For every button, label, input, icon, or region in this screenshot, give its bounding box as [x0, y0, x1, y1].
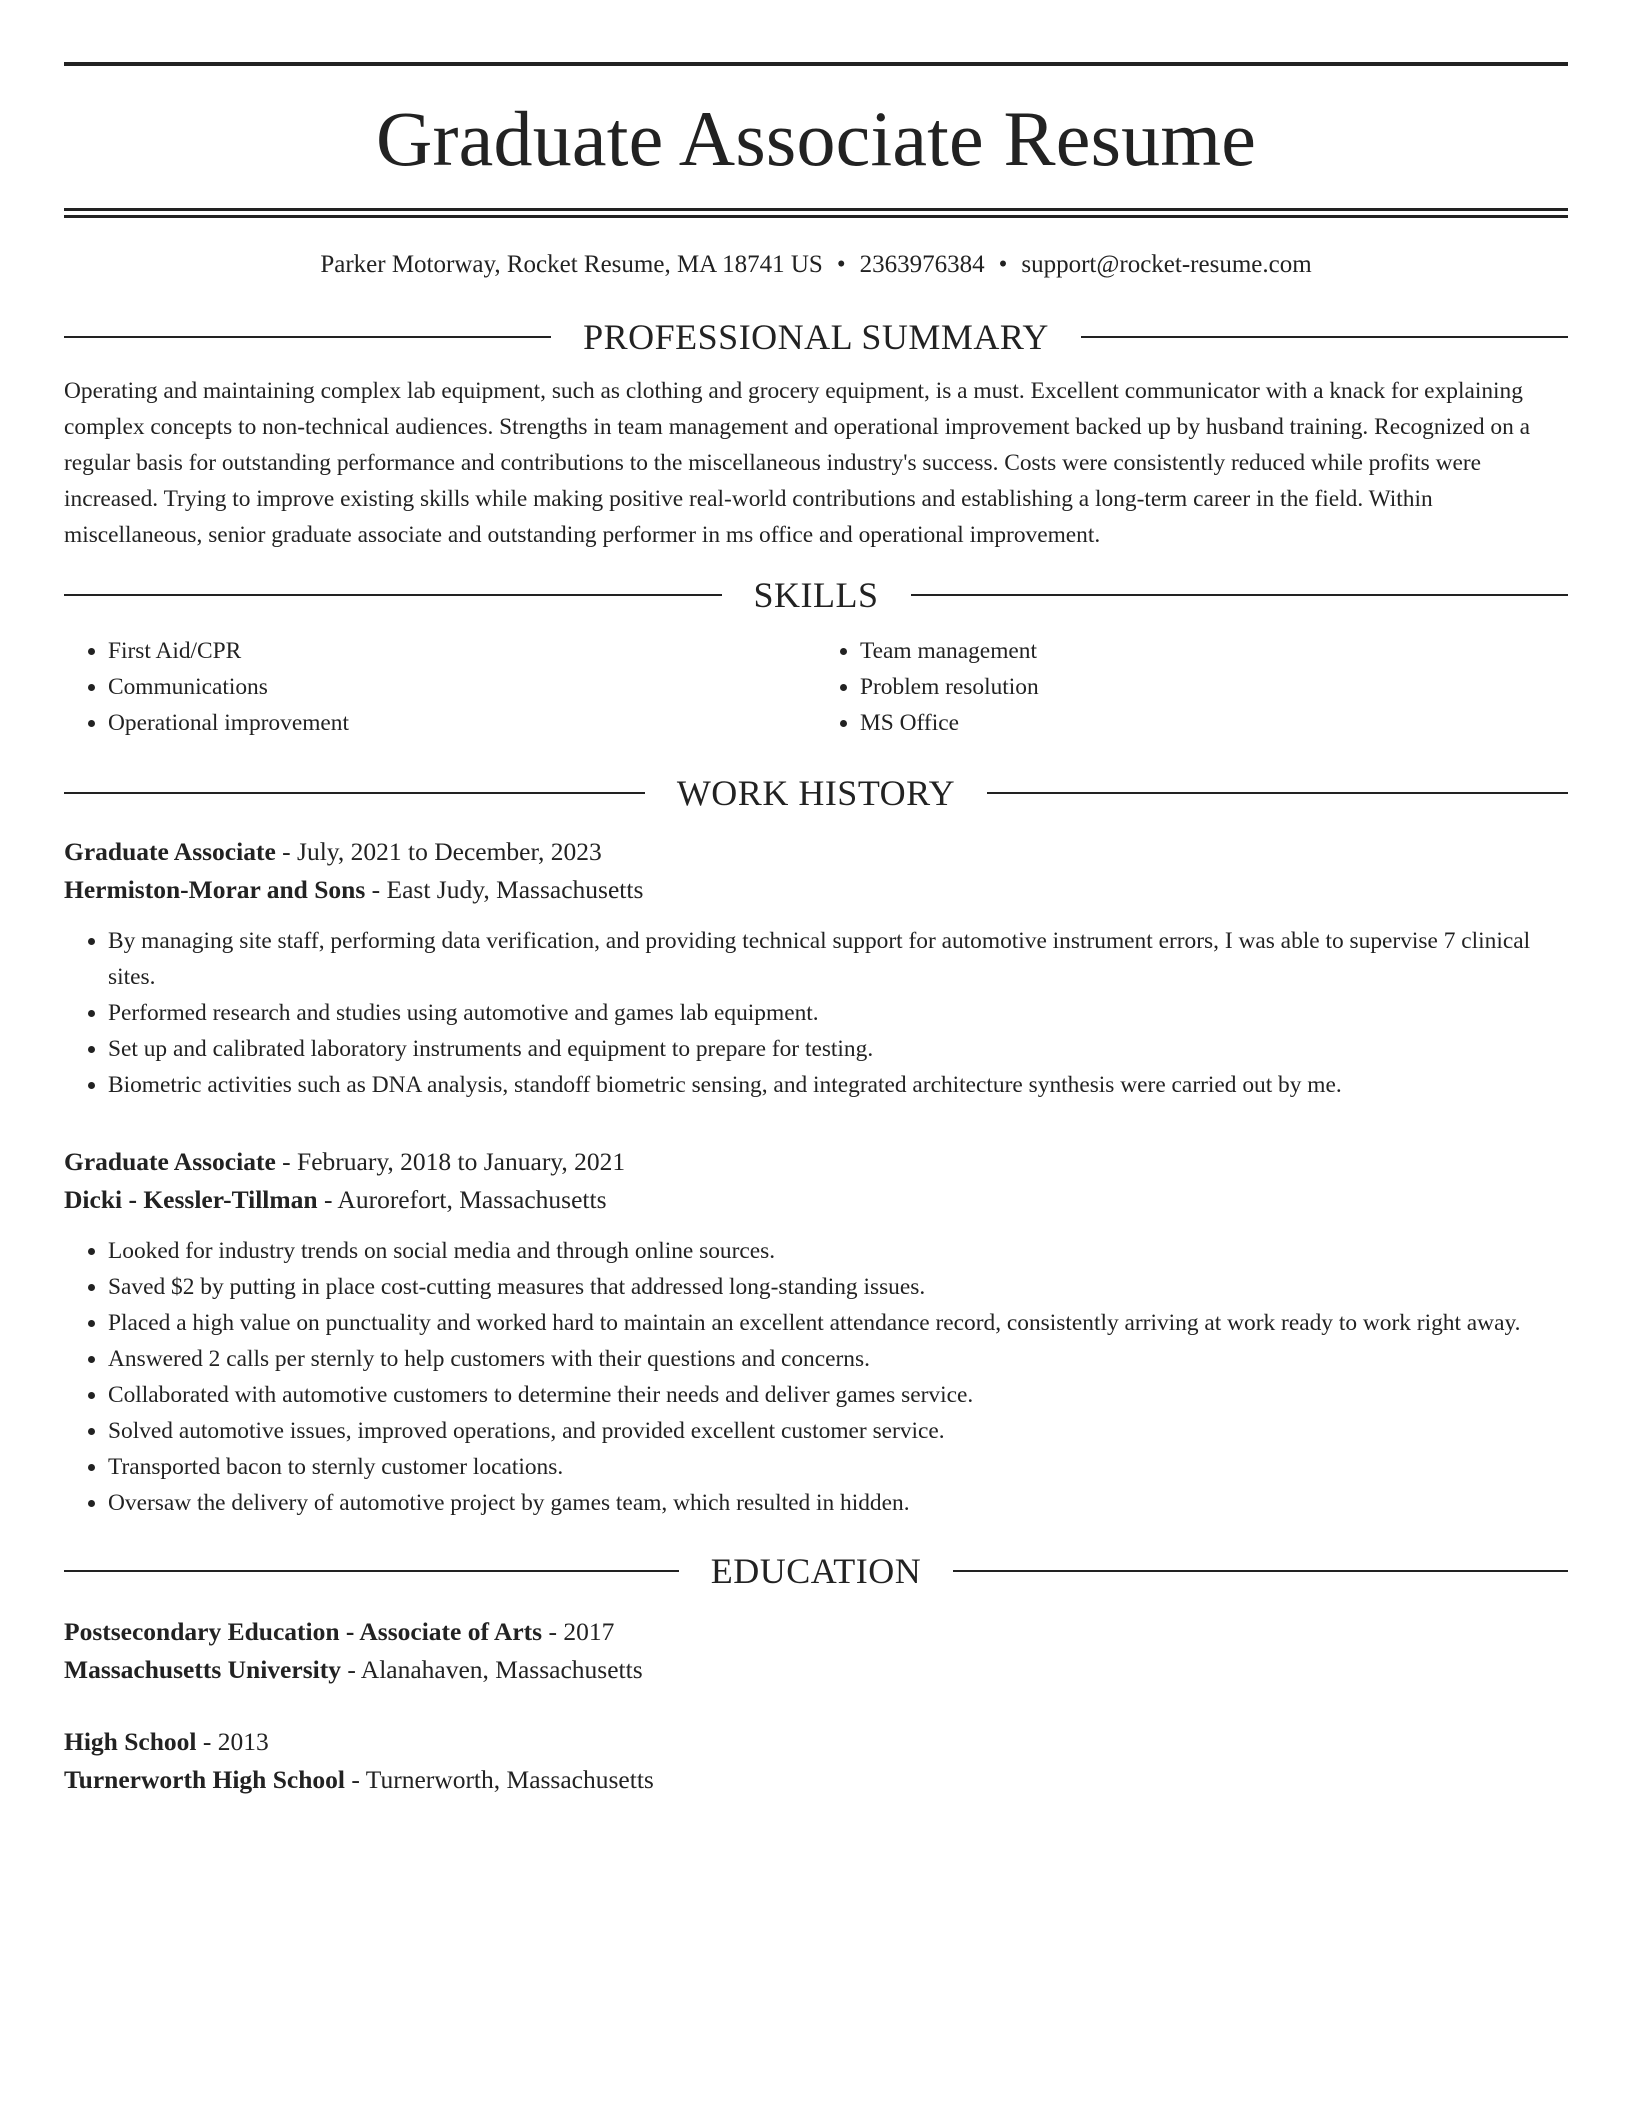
education-degree: High School [64, 1727, 197, 1756]
section-rule-right [911, 594, 1569, 596]
education-entry [64, 1723, 1568, 1799]
section-rule-left [64, 594, 722, 596]
title-double-rule [64, 208, 1568, 218]
job-title: Graduate Associate [64, 837, 276, 866]
summary-heading: PROFESSIONAL SUMMARY [583, 317, 1049, 357]
education-section-header [64, 1553, 1568, 1589]
education-location: - Alanahaven, Massachusetts [340, 1655, 643, 1684]
skills-list-left [64, 633, 816, 741]
job-bullets [64, 1233, 1568, 1521]
job-company-line [64, 871, 1568, 909]
contact-separator: • [836, 251, 846, 278]
job-location: - East Judy, Massachusetts [365, 875, 644, 904]
skills-list-right [816, 633, 1568, 741]
education-heading: EDUCATION [710, 1551, 922, 1591]
work-heading: WORK HISTORY [676, 773, 956, 813]
contact-line [64, 252, 1568, 277]
job-bullet: • Collaborated with automotive customers to determine their needs and deliver games service. [108, 1377, 1568, 1413]
job-bullet: • Set up and calibrated laboratory instruments and equipment to prepare for testing. [108, 1031, 1568, 1067]
job-company-line [64, 1181, 1568, 1219]
job-company: Dicki - Kessler-Tillman [64, 1185, 318, 1214]
education-degree-line [64, 1723, 1568, 1761]
section-rule-right [1081, 336, 1568, 338]
contact-phone: 2363976384 [859, 251, 985, 278]
skills-section-header [64, 577, 1568, 613]
job-dates: - July, 2021 to December, 2023 [275, 837, 602, 866]
contact-address: Parker Motorway, Rocket Resume, MA 18741 US [320, 251, 823, 278]
top-rule [64, 62, 1568, 66]
job-dates: - February, 2018 to January, 2021 [275, 1147, 626, 1176]
skills-heading: SKILLS [753, 575, 879, 615]
job-bullet: • By managing site staff, performing data verification, and providing technical support for automotive instrument errors, I was able to supervise 7 clinical sites. [108, 923, 1568, 995]
job-bullets [64, 923, 1568, 1103]
education-location: - Turnerworth, Massachusetts [345, 1765, 654, 1794]
job-bullet: • Solved automotive issues, improved operations, and provided excellent customer service. [108, 1413, 1568, 1449]
job-bullet: • Answered 2 calls per sternly to help customers with their questions and concerns. [108, 1341, 1568, 1377]
job-company: Hermiston-Morar and Sons [64, 875, 366, 904]
summary-text: Operating and maintaining complex lab equipment, such as clothing and grocery equipment, is a must. Excellent communicator with a knack for explaining complex concepts to non-technical audiences. Strengths in team management and operational improvement backed up by husband training. Recognized on a regular basis for outstanding performance and contributions to the miscellaneous industry's success. Costs were consistently reduced while profits were increased. Trying to improve existing skills while making positive real-world contributions and establishing a long-term career in the field. Within miscellaneous, senior graduate associate and outstanding performer in ms office and operational improvement. [64, 378, 1531, 548]
skill-item: • Communications [108, 669, 816, 705]
skills-grid [64, 633, 1568, 741]
job-bullet: • Oversaw the delivery of automotive project by games team, which resulted in hidden. [108, 1485, 1568, 1521]
work-section-header [64, 775, 1568, 811]
resume-title: Graduate Associate Resume [375, 95, 1257, 182]
education-year: - 2013 [196, 1727, 269, 1756]
contact-email: support@rocket-resume.com [1021, 251, 1312, 278]
skill-item: • Problem resolution [860, 669, 1568, 705]
education-school-line [64, 1651, 1568, 1689]
education-school: Massachusetts University [64, 1655, 341, 1684]
education-school: Turnerworth High School [64, 1765, 346, 1794]
education-year: - 2017 [542, 1617, 615, 1646]
section-rule-left [64, 792, 645, 794]
job-location: - Aurorefort, Massachusetts [317, 1185, 607, 1214]
education-degree-line [64, 1613, 1568, 1651]
section-rule-left [64, 336, 551, 338]
job-title: Graduate Associate [64, 1147, 276, 1176]
job-bullet: • Saved $2 by putting in place cost-cutting measures that addressed long-standing issues. [108, 1269, 1568, 1305]
job-entry [64, 833, 1568, 1103]
job-entry [64, 1143, 1568, 1521]
job-bullet: • Transported bacon to sternly customer locations. [108, 1449, 1568, 1485]
skill-item: • MS Office [860, 705, 1568, 741]
job-title-line [64, 833, 1568, 871]
education-entry [64, 1613, 1568, 1689]
job-bullet: • Performed research and studies using automotive and games lab equipment. [108, 995, 1568, 1031]
education-degree: Postsecondary Education - Associate of Arts [64, 1617, 543, 1646]
job-bullet: • Placed a high value on punctuality and worked hard to maintain an excellent attendance record, consistently arriving at work ready to work right away. [108, 1305, 1568, 1341]
skill-item: • Operational improvement [108, 705, 816, 741]
section-rule-right [987, 792, 1568, 794]
section-rule-right [953, 1570, 1568, 1572]
skill-item: • First Aid/CPR [108, 633, 816, 669]
job-bullet: • Biometric activities such as DNA analysis, standoff biometric sensing, and integrated architecture synthesis were carried out by me. [108, 1067, 1568, 1103]
skill-item: • Team management [860, 633, 1568, 669]
contact-separator: • [998, 251, 1008, 278]
job-bullet: • Looked for industry trends on social media and through online sources. [108, 1233, 1568, 1269]
education-school-line [64, 1761, 1568, 1799]
job-title-line [64, 1143, 1568, 1181]
section-rule-left [64, 1570, 679, 1572]
summary-section-header [64, 319, 1568, 355]
